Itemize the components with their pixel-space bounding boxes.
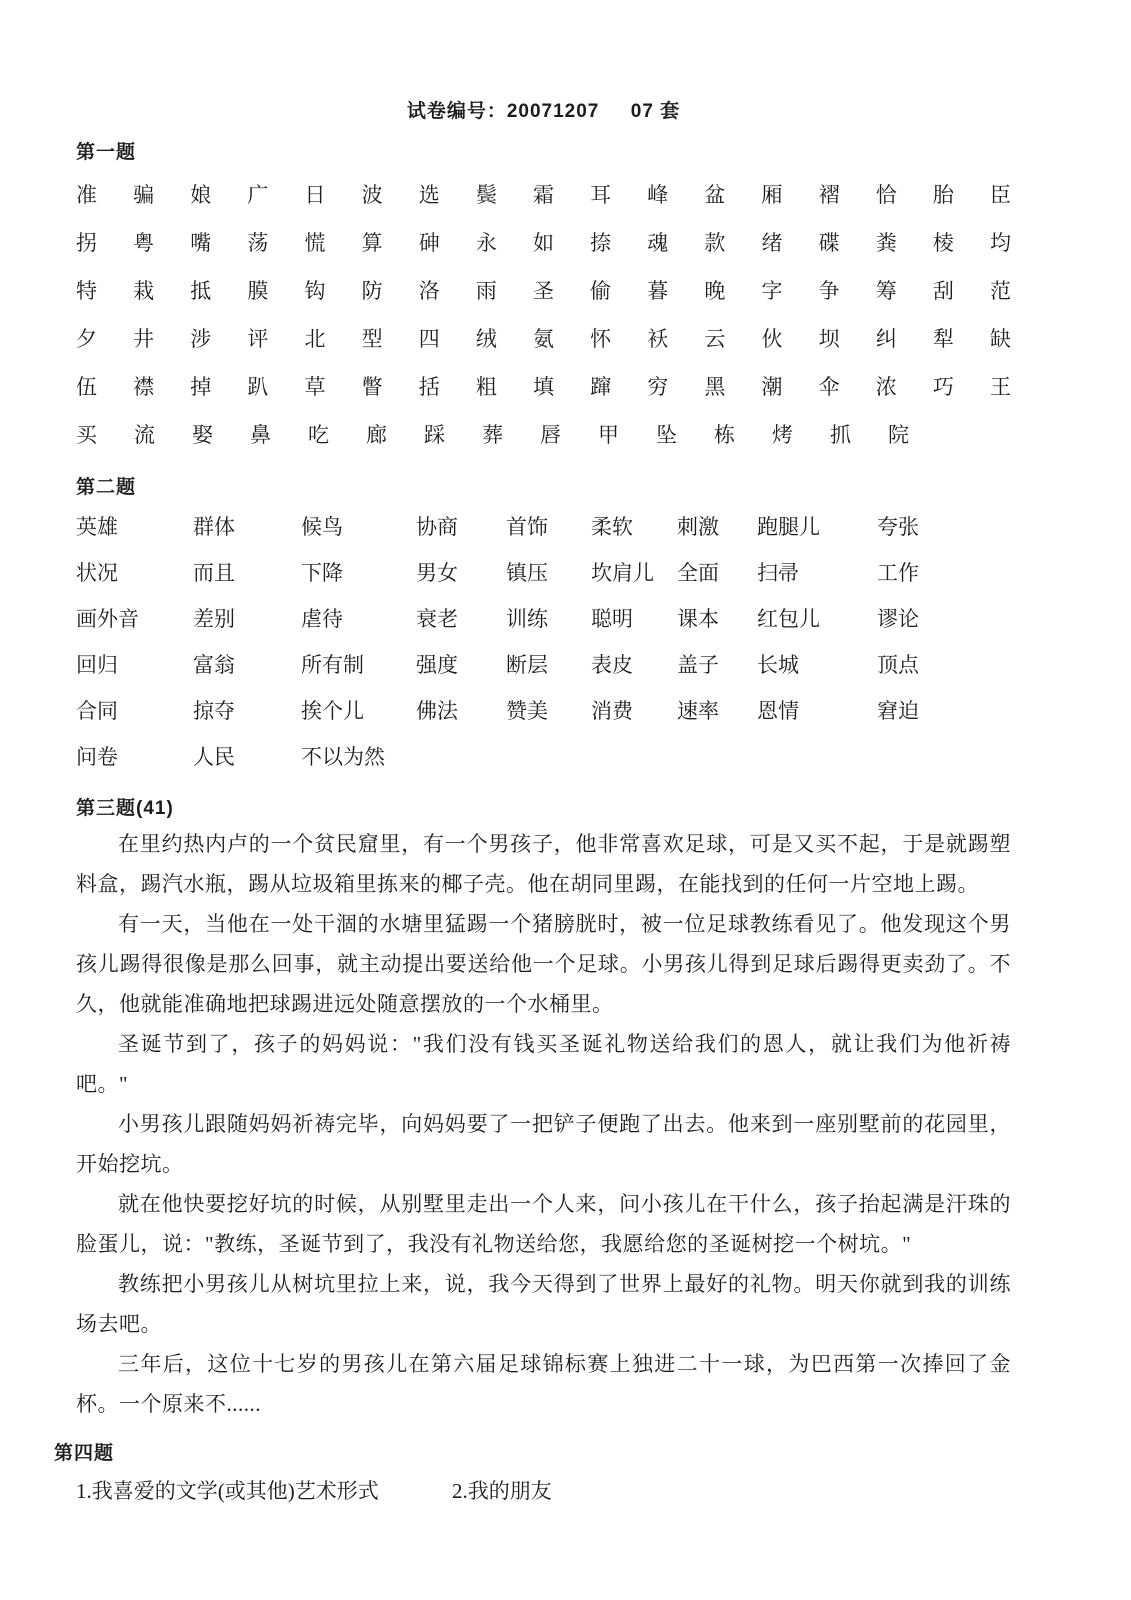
- word-cell: 人民: [193, 745, 235, 769]
- exam-title: 试卷编号：20071207 07 套: [406, 101, 681, 122]
- character-cell: 氨: [533, 327, 554, 351]
- char-row: [76, 410, 1011, 458]
- character-cell: 坝: [818, 327, 840, 351]
- character-cell: 草: [304, 375, 326, 399]
- word-cell: 训练: [506, 607, 548, 631]
- word-cell: 佛法: [416, 699, 458, 723]
- character-cell: 瞥: [361, 375, 383, 399]
- character-cell: 筹: [875, 279, 897, 303]
- character-cell: 晚: [704, 279, 726, 303]
- character-cell: 吃: [308, 423, 329, 447]
- character-cell: 北: [304, 327, 326, 351]
- character-cell: 褶: [818, 183, 840, 207]
- word-cell: 候鸟: [301, 515, 343, 539]
- word-cell: 坎肩儿: [591, 561, 654, 585]
- character-cell: 砷: [418, 231, 440, 255]
- character-cell: 院: [888, 423, 909, 447]
- word-cell: 男女: [416, 561, 458, 585]
- character-cell: 填: [533, 375, 554, 399]
- character-cell: 夕: [76, 327, 97, 351]
- word-cell: 扫帚: [757, 561, 799, 585]
- character-cell: 缺: [990, 327, 1011, 351]
- word-cell: 所有制: [301, 653, 364, 677]
- character-cell: 栽: [133, 279, 155, 303]
- word-cell: 聪明: [591, 607, 633, 631]
- character-cell: 捺: [590, 231, 612, 255]
- char-row: [76, 170, 1011, 218]
- character-cell: 盆: [704, 183, 726, 207]
- passage-paragraph: 就在他快要挖好坑的时候，从别墅里走出一个人来，问小孩儿在干什么，孩子抬起满是汗珠的脸蛋儿，说："教练，圣诞节到了，我没有礼物送给您，我愿给您的圣诞树挖一个树坑。": [76, 1192, 1011, 1256]
- word-cell: 而且: [193, 561, 235, 585]
- word-cell: 顶点: [877, 653, 919, 677]
- character-cell: 刮: [932, 279, 954, 303]
- word-cell: 长城: [757, 653, 799, 677]
- character-cell: 葬: [482, 423, 503, 447]
- character-cell: 雨: [475, 279, 497, 303]
- character-cell: 伙: [761, 327, 783, 351]
- character-cell: 掉: [190, 375, 212, 399]
- character-cell: 型: [361, 327, 383, 351]
- character-cell: 嘴: [190, 231, 212, 255]
- passage-paragraph: 在里约热内卢的一个贫民窟里，有一个男孩子，他非常喜欢足球，可是又买不起，于是就踢塑料盒，踢汽水瓶，踢从垃圾箱里拣来的椰子壳。他在胡同里踢，在能找到的任何一片空地上踢。: [76, 832, 1011, 896]
- char-row: [76, 218, 1011, 266]
- word-cell: 镇压: [506, 561, 548, 585]
- character-cell: 偷: [590, 279, 612, 303]
- word-cell: 恩情: [757, 699, 799, 723]
- word-cell: 强度: [416, 653, 458, 677]
- word-cell: 表皮: [591, 653, 633, 677]
- character-cell: 霜: [533, 183, 554, 207]
- character-cell: 巧: [932, 375, 954, 399]
- character-cell: 暮: [647, 279, 669, 303]
- word-row: [76, 549, 1011, 595]
- character-cell: 潮: [761, 375, 783, 399]
- word-cell: 工作: [877, 561, 919, 585]
- character-cell: 选: [418, 183, 440, 207]
- section3-passage: [76, 824, 1011, 1424]
- word-cell: 盖子: [677, 653, 719, 677]
- word-cell: 消费: [591, 699, 633, 723]
- character-cell: 字: [761, 279, 783, 303]
- character-cell: 抓: [830, 423, 851, 447]
- character-cell: 纠: [875, 327, 897, 351]
- section1-heading: 第一题: [76, 142, 137, 163]
- character-cell: 粪: [875, 231, 897, 255]
- character-cell: 魂: [647, 231, 669, 255]
- word-cell: 夸张: [877, 515, 919, 539]
- character-cell: 怀: [590, 327, 612, 351]
- character-cell: 粤: [133, 231, 155, 255]
- character-cell: 广: [247, 183, 269, 207]
- character-cell: 圣: [533, 279, 554, 303]
- character-cell: 井: [133, 327, 155, 351]
- character-cell: 荡: [247, 231, 269, 255]
- section4-heading: 第四题: [54, 1443, 115, 1464]
- word-row: [76, 687, 1011, 733]
- character-cell: 范: [990, 279, 1011, 303]
- character-cell: 款: [704, 231, 726, 255]
- word-cell: 跑腿儿: [757, 515, 820, 539]
- character-cell: 踩: [424, 423, 445, 447]
- character-cell: 碟: [818, 231, 840, 255]
- word-cell: 衰老: [416, 607, 458, 631]
- word-cell: 窘迫: [877, 699, 919, 723]
- section2-heading: 第二题: [76, 477, 137, 498]
- character-cell: 准: [76, 183, 97, 207]
- character-cell: 耳: [590, 183, 612, 207]
- character-cell: 流: [134, 423, 155, 447]
- word-cell: 协商: [416, 515, 458, 539]
- character-cell: 襟: [133, 375, 155, 399]
- character-cell: 洛: [418, 279, 440, 303]
- word-cell: 不以为然: [301, 745, 385, 769]
- character-cell: 浓: [875, 375, 897, 399]
- character-cell: 四: [418, 327, 440, 351]
- word-row: [76, 503, 1011, 549]
- character-cell: 特: [76, 279, 97, 303]
- character-cell: 涉: [190, 327, 212, 351]
- character-cell: 娘: [190, 183, 212, 207]
- character-cell: 慌: [304, 231, 326, 255]
- character-cell: 如: [533, 231, 554, 255]
- word-cell: 状况: [76, 561, 118, 585]
- word-cell: 课本: [677, 607, 719, 631]
- character-cell: 黑: [704, 375, 726, 399]
- section4-topics: [76, 1475, 1011, 1505]
- character-cell: 防: [361, 279, 383, 303]
- character-cell: 棱: [932, 231, 954, 255]
- essay-topic-2: 2.我的朋友: [452, 1479, 552, 1503]
- character-cell: 算: [361, 231, 383, 255]
- character-cell: 唇: [540, 423, 561, 447]
- character-cell: 日: [304, 183, 326, 207]
- character-cell: 绒: [475, 327, 497, 351]
- word-cell: 速率: [677, 699, 719, 723]
- character-cell: 恰: [875, 183, 897, 207]
- character-cell: 廊: [366, 423, 387, 447]
- character-cell: 膜: [247, 279, 269, 303]
- character-cell: 趴: [247, 375, 269, 399]
- word-cell: 全面: [677, 561, 719, 585]
- passage-paragraph: 三年后，这位十七岁的男孩儿在第六届足球锦标赛上独进二十一球，为巴西第一次捧回了金杯。一个原来不......: [76, 1352, 1011, 1416]
- character-cell: 伞: [818, 375, 840, 399]
- word-cell: 虐待: [301, 607, 343, 631]
- section2-word-grid: [76, 503, 1011, 779]
- character-cell: 厢: [761, 183, 783, 207]
- char-row: [76, 266, 1011, 314]
- character-cell: 犁: [932, 327, 954, 351]
- section1-character-grid: [76, 170, 1011, 458]
- passage-paragraph: 圣诞节到了，孩子的妈妈说："我们没有钱买圣诞礼物送给我们的恩人，就让我们为他祈祷吧。": [76, 1032, 1011, 1096]
- word-cell: 合同: [76, 699, 118, 723]
- word-row: [76, 641, 1011, 687]
- character-cell: 甲: [598, 423, 619, 447]
- character-cell: 钩: [304, 279, 326, 303]
- word-cell: 首饰: [506, 515, 548, 539]
- character-cell: 绪: [761, 231, 783, 255]
- character-cell: 评: [247, 327, 269, 351]
- character-cell: 粗: [475, 375, 497, 399]
- character-cell: 袄: [647, 327, 669, 351]
- character-cell: 伍: [76, 375, 97, 399]
- word-cell: 柔软: [591, 515, 633, 539]
- character-cell: 鬓: [475, 183, 497, 207]
- word-cell: 画外音: [76, 607, 139, 631]
- character-cell: 拐: [76, 231, 97, 255]
- word-cell: 掠夺: [193, 699, 235, 723]
- char-row: [76, 314, 1011, 362]
- character-cell: 永: [475, 231, 497, 255]
- character-cell: 争: [818, 279, 840, 303]
- character-cell: 波: [361, 183, 383, 207]
- character-cell: 峰: [647, 183, 669, 207]
- character-cell: 均: [990, 231, 1011, 255]
- word-cell: 下降: [301, 561, 343, 585]
- section3-heading: 第三题(41): [76, 798, 174, 819]
- word-cell: 谬论: [877, 607, 919, 631]
- character-cell: 骗: [133, 183, 155, 207]
- word-cell: 问卷: [76, 745, 118, 769]
- character-cell: 括: [418, 375, 440, 399]
- character-cell: 胎: [932, 183, 954, 207]
- word-cell: 红包儿: [757, 607, 820, 631]
- passage-paragraph: 教练把小男孩儿从树坑里拉上来，说，我今天得到了世界上最好的礼物。明天你就到我的训练场去吧。: [76, 1272, 1011, 1336]
- character-cell: 娶: [192, 423, 213, 447]
- word-cell: 英雄: [76, 515, 118, 539]
- word-cell: 赞美: [506, 699, 548, 723]
- word-row: [76, 733, 1011, 779]
- character-cell: 穷: [647, 375, 669, 399]
- word-cell: 挨个儿: [301, 699, 364, 723]
- character-cell: 王: [990, 375, 1011, 399]
- word-cell: 回归: [76, 653, 118, 677]
- character-cell: 抵: [190, 279, 212, 303]
- character-cell: 坠: [656, 423, 677, 447]
- word-cell: 差别: [193, 607, 235, 631]
- character-cell: 烤: [772, 423, 793, 447]
- essay-topic-1: 1.我喜爱的文学(或其他)艺术形式: [76, 1479, 379, 1503]
- character-cell: 云: [704, 327, 726, 351]
- character-cell: 蹿: [590, 375, 612, 399]
- word-cell: 富翁: [193, 653, 235, 677]
- passage-paragraph: 小男孩儿跟随妈妈祈祷完毕，向妈妈要了一把铲子便跑了出去。他来到一座别墅前的花园里，开始挖坑。: [76, 1112, 1011, 1176]
- character-cell: 栋: [714, 423, 735, 447]
- word-cell: 刺激: [677, 515, 719, 539]
- word-cell: 断层: [506, 653, 548, 677]
- passage-paragraph: 有一天，当他在一处干涸的水塘里猛踢一个猪膀胱时，被一位足球教练看见了。他发现这个男孩儿踢得很像是那么回事，就主动提出要送给他一个足球。小男孩儿得到足球后踢得更卖劲了。不久，他就能准确地把球踢进远处随意摆放的一个水桶里。: [76, 912, 1011, 1016]
- character-cell: 买: [76, 423, 97, 447]
- character-cell: 臣: [990, 183, 1011, 207]
- word-cell: 群体: [193, 515, 235, 539]
- character-cell: 鼻: [250, 423, 271, 447]
- char-row: [76, 362, 1011, 410]
- word-row: [76, 595, 1011, 641]
